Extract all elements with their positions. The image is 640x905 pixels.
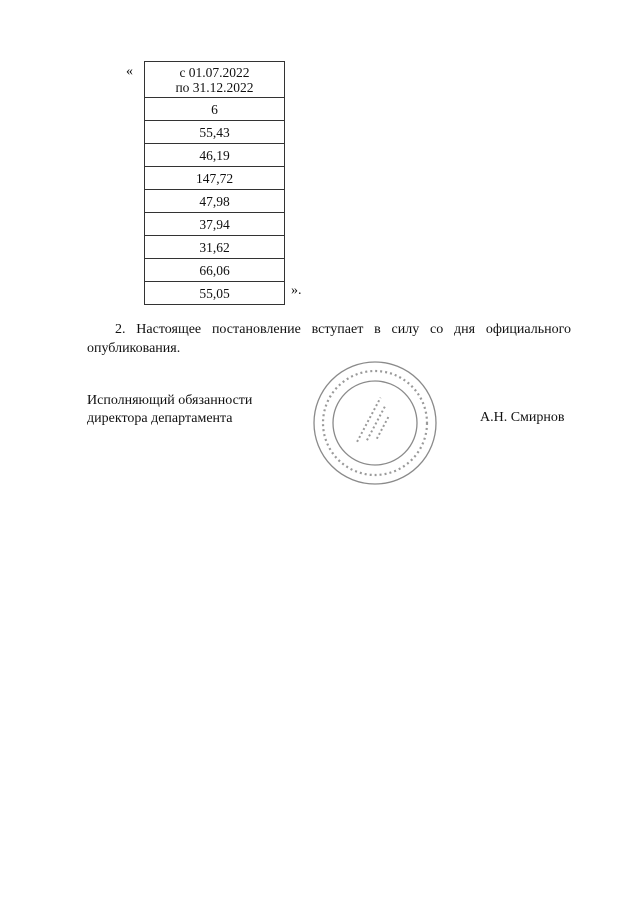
signer-position (87, 392, 252, 428)
table-row (145, 282, 285, 305)
value-cell: 46,19 (145, 144, 285, 167)
period-start: с 01.07.2022 (179, 65, 250, 80)
value-cell: 147,72 (145, 167, 285, 190)
table-row (145, 62, 285, 98)
signer-name: А.Н. Смирнов (480, 410, 565, 425)
tariff-table (144, 61, 285, 305)
value-cell: 31,62 (145, 236, 285, 259)
official-seal-stamp (312, 360, 438, 486)
value-cell: 6 (145, 98, 285, 121)
table-row (145, 259, 285, 282)
value-cell: 66,06 (145, 259, 285, 282)
signer-position-line2: директора департамента (87, 411, 233, 426)
table-row (145, 236, 285, 259)
value-cell: 47,98 (145, 190, 285, 213)
table-row (145, 144, 285, 167)
value-cell: 55,05 (145, 282, 285, 305)
seal-center-mark (367, 407, 385, 441)
table-row (145, 121, 285, 144)
opening-quote: « (126, 64, 133, 79)
value-cell: 55,43 (145, 121, 285, 144)
period-end: по 31.12.2022 (175, 80, 254, 95)
closing-quote: ». (291, 283, 302, 298)
table-row (145, 190, 285, 213)
table-row (145, 213, 285, 236)
table-row (145, 167, 285, 190)
effective-date-paragraph: 2. Настоящее постановление вступает в силу со дня официального опубликования. (87, 322, 571, 356)
value-cell: 37,94 (145, 213, 285, 236)
table-row (145, 98, 285, 121)
period-cell (145, 62, 285, 98)
signer-position-line1: Исполняющий обязанности (87, 393, 253, 408)
